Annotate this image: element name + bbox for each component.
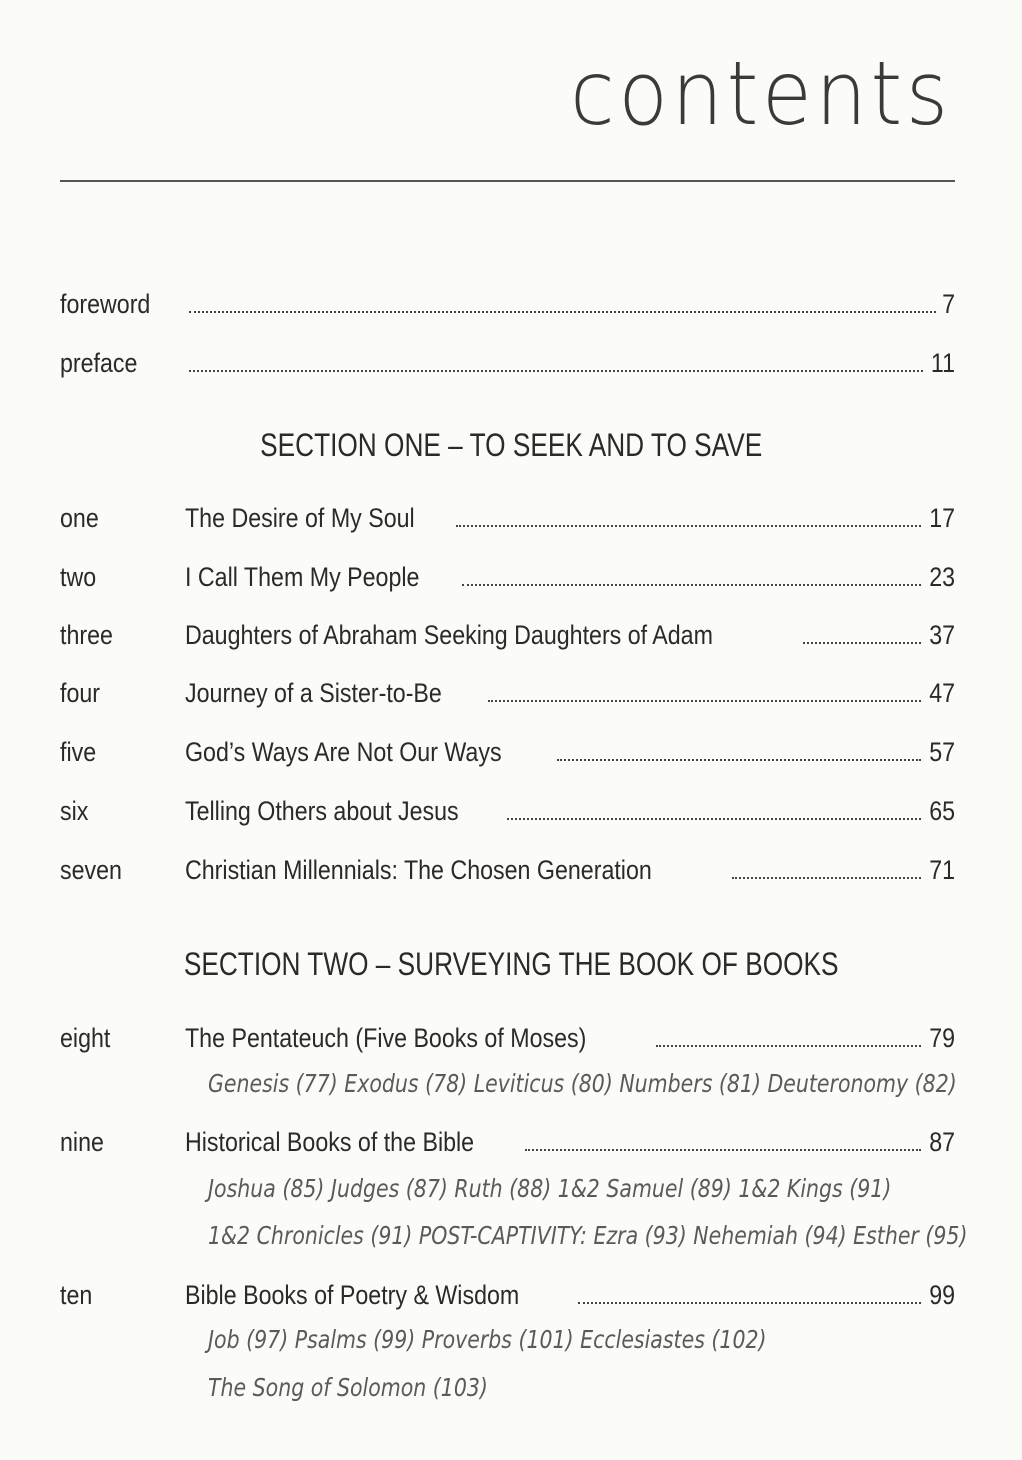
book-list-line: [208, 1371, 968, 1405]
chapter-number: one: [60, 503, 99, 533]
dot-leader: [557, 733, 921, 761]
toc-entry: [185, 615, 955, 655]
chapter-title: Bible Books of Poetry & Wisdom: [185, 1280, 520, 1310]
book-list-line: [208, 1219, 968, 1253]
page-number: 37: [929, 620, 955, 650]
chapter-title: Christian Millennials: The Chosen Generation: [185, 855, 652, 885]
page-number: 57: [929, 737, 955, 767]
section-title: SECTION ONE – TO SEEK AND TO SAVE: [259, 427, 763, 463]
section-title: SECTION TWO – SURVEYING THE BOOK OF BOOKS: [183, 946, 839, 982]
page-number: 47: [929, 678, 955, 708]
page-number: 87: [929, 1127, 955, 1157]
toc-entry: [185, 791, 955, 831]
page-number: 99: [929, 1280, 955, 1310]
chapter-title: I Call Them My People: [185, 562, 420, 592]
chapter-title: Journey of a Sister-to-Be: [185, 678, 442, 708]
toc-entry: [185, 284, 955, 324]
page-number: 65: [929, 796, 955, 826]
dot-leader: [189, 285, 936, 313]
dot-leader: [732, 851, 921, 879]
chapter-title: Telling Others about Jesus: [185, 796, 459, 826]
book-list-text: The Song of Solomon (103): [208, 1373, 488, 1402]
chapter-number: ten: [60, 1280, 93, 1310]
chapter-number: four: [60, 678, 101, 708]
toc-row-chapter-eight[interactable]: [0, 1018, 1022, 1058]
dot-leader: [803, 616, 921, 644]
dot-leader: [656, 1019, 921, 1047]
chapter-title: Historical Books of the Bible: [185, 1127, 475, 1157]
book-list-text: Genesis (77) Exodus (78) Leviticus (80) Numbers (81) Deuteronomy (82): [208, 1069, 957, 1098]
chapter-title: The Pentateuch (Five Books of Moses): [185, 1023, 587, 1053]
dot-leader: [189, 344, 923, 372]
front-matter-label: foreword: [60, 289, 151, 319]
dot-leader: [462, 558, 921, 586]
page-number: 79: [929, 1023, 955, 1053]
dot-leader: [488, 674, 921, 702]
toc-entry: [185, 1122, 955, 1162]
book-list-line: [208, 1067, 968, 1101]
toc-entry: [185, 498, 955, 538]
dot-leader: [578, 1276, 921, 1304]
toc-row-chapter-ten[interactable]: [0, 1275, 1022, 1315]
toc-entry: [185, 673, 955, 713]
toc-row-chapter-two[interactable]: [0, 557, 1022, 597]
page-number: 7: [942, 289, 955, 319]
page-title: contents: [570, 42, 952, 145]
toc-row-foreword[interactable]: [0, 284, 1022, 324]
page-number: 71: [929, 855, 955, 885]
toc-entry: [185, 1018, 955, 1058]
dot-leader: [456, 499, 921, 527]
book-list-text: 1&2 Chronicles (91) POST-CAPTIVITY: Ezra (93) Nehemiah (94) Esther (95): [208, 1221, 968, 1250]
chapter-number: seven: [60, 855, 122, 885]
book-list-text: Joshua (85) Judges (87) Ruth (88) 1&2 Samuel (89) 1&2 Kings (91): [208, 1174, 892, 1203]
toc-row-chapter-six[interactable]: [0, 791, 1022, 831]
chapter-number: two: [60, 562, 97, 592]
toc-row-chapter-four[interactable]: [0, 673, 1022, 713]
toc-entry: [185, 343, 955, 383]
toc-row-preface[interactable]: [0, 343, 1022, 383]
chapter-title: Daughters of Abraham Seeking Daughters of Adam: [185, 620, 713, 650]
page-number: 23: [929, 562, 955, 592]
toc-entry: [185, 850, 955, 890]
chapter-number: nine: [60, 1127, 104, 1157]
dot-leader: [525, 1123, 921, 1151]
chapter-number: eight: [60, 1023, 111, 1053]
page-number: 17: [929, 503, 955, 533]
dot-leader: [507, 792, 921, 820]
toc-row-chapter-one[interactable]: [0, 498, 1022, 538]
section-one-heading: [0, 425, 1022, 465]
toc-row-chapter-seven[interactable]: [0, 850, 1022, 890]
toc-row-chapter-five[interactable]: [0, 732, 1022, 772]
toc-row-chapter-three[interactable]: [0, 615, 1022, 655]
book-list-text: Job (97) Psalms (99) Proverbs (101) Ecclesiastes (102): [208, 1325, 767, 1354]
title-rule: [60, 180, 955, 182]
toc-row-chapter-nine[interactable]: [0, 1122, 1022, 1162]
page-number: 11: [930, 348, 955, 378]
toc-entry: [185, 732, 955, 772]
toc-entry: [185, 557, 955, 597]
toc-entry: [185, 1275, 955, 1315]
chapter-number: five: [60, 737, 97, 767]
chapter-number: three: [60, 620, 113, 650]
front-matter-label: preface: [60, 348, 138, 378]
book-list-line: [208, 1172, 968, 1206]
chapter-title: The Desire of My Soul: [185, 503, 415, 533]
chapter-title: God’s Ways Are Not Our Ways: [185, 737, 502, 767]
book-list-line: [208, 1323, 968, 1357]
section-two-heading: [0, 944, 1022, 984]
chapter-number: six: [60, 796, 89, 826]
